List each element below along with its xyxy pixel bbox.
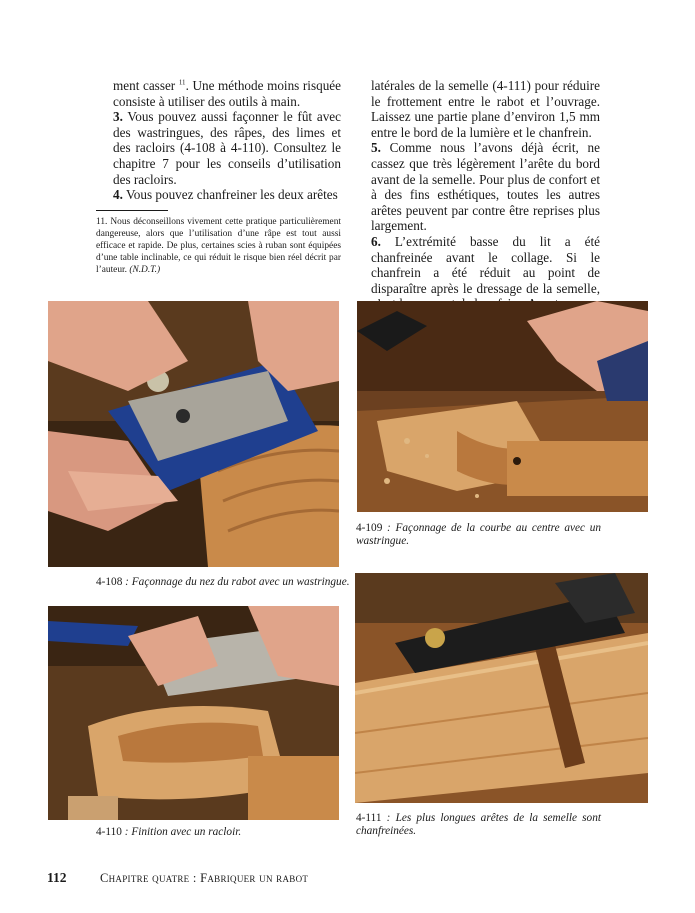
figure-id: 4-110	[96, 826, 122, 838]
photo-4-109	[357, 301, 648, 512]
figure-caption: 4-108 : Façonnage du nez du rabot avec un wastringue.	[96, 576, 350, 588]
footnote-divider	[96, 210, 168, 211]
step-number: 4.	[113, 187, 123, 203]
paragraph: 5. Comme nous l’avons déjà écrit, ne cassez que très légèrement l’arête du bord avant de la semelle. Pour plus de confort et à des fins esthétiques, toutes les autres arêtes peuvent par contre être reprises plus largement.	[371, 140, 600, 234]
paragraph: 4. Vous pouvez chanfreiner les deux arêtes	[113, 187, 338, 203]
figure-caption: 4-111 : Les plus longues arêtes de la semelle sont chanfreinées.	[356, 812, 601, 838]
paragraph: 6. L’extrémité basse du lit a été chanfreinée avant le collage. Si le chanfrein a été réduit au point de disparaître après le dressage de la semelle,	[371, 233, 600, 296]
footnote: 11. Nous déconseillons vivement cette pratique particulièrement dangereuse, alors que l’utilisation d’une râpe est tout aussi efficace et rapide. De plus, certaines scies à ruban sont équipées d’une table inclinable, ce qui réduit le risque bien réel décrit par l’auteur. (N.D.T.)	[96, 217, 341, 276]
figure-id: 4-111	[356, 812, 382, 824]
step-number: 3.	[113, 109, 123, 125]
paragraph: latérales de la semelle (4-111) pour réduire le frottement entre le rabot et l’ouvrage. Laissez une partie plane d’environ 1,5 mm entre le bord de la lumière et le chanfrein.	[371, 78, 600, 140]
step-number: 5.	[371, 140, 381, 156]
figure-id: 4-108	[96, 576, 123, 588]
photo-4-111-image	[355, 573, 648, 803]
page-number: 112	[47, 870, 67, 885]
paragraph: 3. Vous pouvez aussi façonner le fût avec des wastringues, des râpes, des limes et des racloirs (4-108 à 4-110). Consultez le chapitre 7 pour les conseils d’utilisation des racloirs.	[113, 109, 341, 187]
footnote-ref: 11	[178, 78, 186, 87]
paragraph: ment casser $^{11}$. Une méthode moins risquée consiste à utiliser des outils à main.	[113, 78, 341, 109]
photo-4-108	[48, 301, 339, 567]
photo-4-108-image	[48, 301, 339, 567]
right-text-column	[371, 78, 600, 312]
figure-caption: 4-109 : Façonnage de la courbe au centre avec un wastringue.	[356, 522, 602, 548]
photo-4-111	[355, 573, 648, 803]
running-footer: Chapitre quatre : Fabriquer un rabot	[100, 871, 309, 885]
step-number: 6.	[371, 233, 381, 249]
photo-4-110	[48, 606, 339, 820]
photo-4-110-image	[48, 606, 339, 820]
figure-id: 4-109	[356, 522, 383, 534]
photo-4-109-image	[357, 301, 648, 512]
figure-caption: 4-110 : Finition avec un racloir.	[96, 826, 242, 838]
left-text-column	[113, 78, 341, 203]
